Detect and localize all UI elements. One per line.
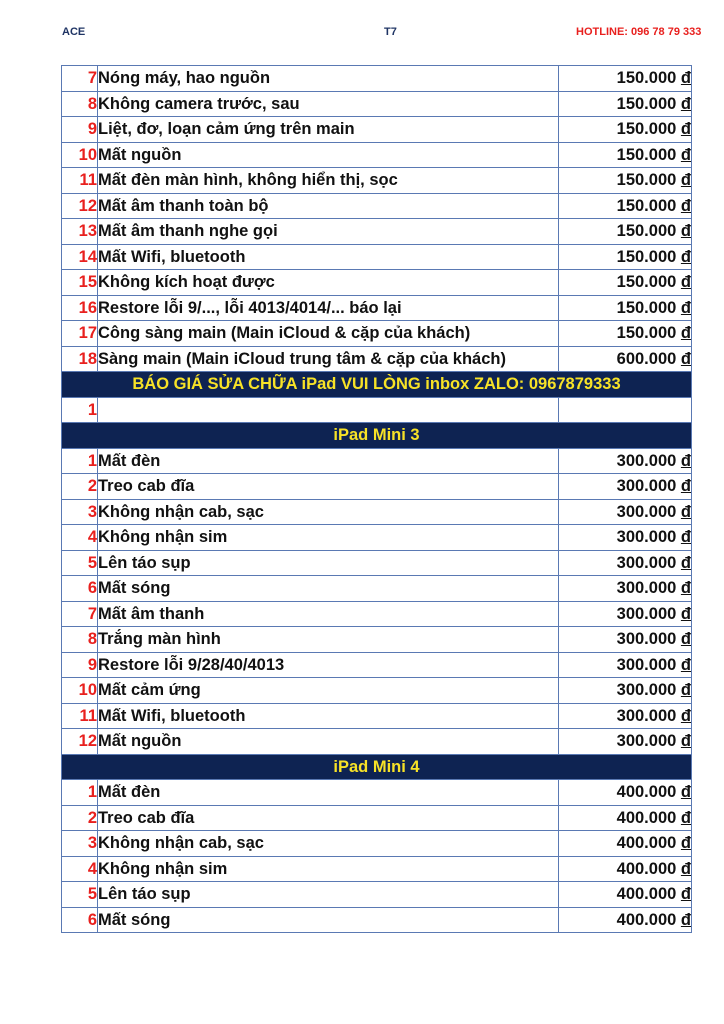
price-cell [559,780,692,806]
row-number: 2 [62,805,98,831]
row-number: 11 [62,168,98,194]
row-number: 9 [62,117,98,143]
price-cell [559,321,692,347]
currency-symbol: đ [680,196,691,215]
service-description: Mất Wifi, bluetooth [98,703,559,729]
price-cell [559,270,692,296]
table-row [62,168,692,194]
price-amount: 300.000 [616,579,677,598]
currency-symbol: đ [680,732,691,751]
row-number: 6 [62,907,98,933]
table-row [62,703,692,729]
price-cell [559,397,692,423]
table-row [62,91,692,117]
price-amount: 150.000 [616,69,677,88]
row-number: 8 [62,627,98,653]
price-amount: 400.000 [616,910,677,929]
currency-symbol: đ [680,910,691,929]
service-description: Mất sóng [98,907,559,933]
price-amount: 150.000 [616,273,677,292]
price-cell [559,244,692,270]
table-row [62,321,692,347]
price-amount: 150.000 [616,196,677,215]
row-number: 4 [62,525,98,551]
service-description: Không nhận sim [98,525,559,551]
table-row [62,66,692,92]
row-number: 18 [62,346,98,372]
service-description: Mất cảm ứng [98,678,559,704]
price-amount: 300.000 [616,553,677,572]
table-row [62,780,692,806]
service-description: Trắng màn hình [98,627,559,653]
row-number: 8 [62,91,98,117]
table-row [62,907,692,933]
currency-symbol: đ [680,273,691,292]
row-number: 10 [62,678,98,704]
table-row [62,856,692,882]
row-number: 16 [62,295,98,321]
price-amount: 400.000 [616,885,677,904]
price-amount: 300.000 [616,655,677,674]
table-row [62,117,692,143]
table-row [62,219,692,245]
service-description: Không nhận cab, sạc [98,831,559,857]
price-amount: 150.000 [616,171,677,190]
table-row [62,627,692,653]
section-title: BÁO GIÁ SỬA CHỮA iPad VUI LÒNG inbox ZALO: 0967879333 [62,372,692,398]
price-amount: 400.000 [616,859,677,878]
price-cell [559,907,692,933]
row-number: 1 [62,780,98,806]
price-amount: 400.000 [616,808,677,827]
price-cell [559,805,692,831]
price-amount: 600.000 [616,349,677,368]
row-number: 10 [62,142,98,168]
table-row [62,652,692,678]
price-cell [559,117,692,143]
row-number: 6 [62,576,98,602]
price-cell [559,193,692,219]
price-cell [559,678,692,704]
currency-symbol: đ [680,69,691,88]
currency-symbol: đ [680,247,691,266]
currency-symbol: đ [680,681,691,700]
price-table [61,65,692,933]
header-page-label: T7 [384,26,397,38]
service-description: Mất âm thanh nghe gọi [98,219,559,245]
currency-symbol: đ [680,579,691,598]
service-description: Không kích hoạt được [98,270,559,296]
hotline-label: HOTLINE: 096 78 79 333 [576,26,702,38]
price-cell [559,652,692,678]
currency-symbol: đ [680,94,691,113]
price-amount: 300.000 [616,706,677,725]
table-row [62,550,692,576]
currency-symbol: đ [680,808,691,827]
service-description: Không nhận cab, sạc [98,499,559,525]
service-description: Không camera trước, sau [98,91,559,117]
price-cell [559,66,692,92]
row-number: 1 [62,448,98,474]
service-description: Lên táo sụp [98,550,559,576]
row-number: 5 [62,550,98,576]
service-description: Mất Wifi, bluetooth [98,244,559,270]
price-amount: 150.000 [616,120,677,139]
price-amount: 300.000 [616,630,677,649]
service-description [98,397,559,423]
table-row [62,576,692,602]
price-cell [559,703,692,729]
price-cell [559,882,692,908]
price-amount: 150.000 [616,298,677,317]
currency-symbol: đ [680,630,691,649]
section-header [62,754,692,780]
price-amount: 150.000 [616,247,677,266]
header-left-label: ACE [62,26,86,38]
price-amount: 300.000 [616,681,677,700]
price-cell [559,831,692,857]
price-cell [559,601,692,627]
currency-symbol: đ [680,859,691,878]
price-cell [559,168,692,194]
row-number: 4 [62,856,98,882]
table-row [62,397,692,423]
table-row [62,678,692,704]
service-description: Mất nguồn [98,142,559,168]
currency-symbol: đ [680,120,691,139]
currency-symbol: đ [680,706,691,725]
currency-symbol: đ [680,324,691,343]
section-header [62,423,692,449]
price-cell [559,474,692,500]
service-description: Mất đèn màn hình, không hiển thị, sọc [98,168,559,194]
row-number: 11 [62,703,98,729]
currency-symbol: đ [680,502,691,521]
table-row [62,270,692,296]
price-amount: 300.000 [616,502,677,521]
row-number: 3 [62,831,98,857]
price-amount: 300.000 [616,604,677,623]
currency-symbol: đ [680,298,691,317]
service-description: Sàng main (Main iCloud trung tâm & cặp của khách) [98,346,559,372]
table-row [62,601,692,627]
price-cell [559,499,692,525]
service-description: Treo cab đĩa [98,805,559,831]
price-cell [559,448,692,474]
service-description: Nóng máy, hao nguồn [98,66,559,92]
price-amount: 400.000 [616,783,677,802]
row-number: 15 [62,270,98,296]
row-number: 1 [62,397,98,423]
table-row [62,805,692,831]
price-cell [559,729,692,755]
currency-symbol: đ [680,655,691,674]
table-row [62,831,692,857]
table-row [62,525,692,551]
row-number: 2 [62,474,98,500]
price-cell [559,525,692,551]
table-row [62,244,692,270]
table-row [62,346,692,372]
service-description: Liệt, đơ, loạn cảm ứng trên main [98,117,559,143]
price-cell [559,856,692,882]
price-cell [559,295,692,321]
service-description: Mất đèn [98,780,559,806]
currency-symbol: đ [680,604,691,623]
currency-symbol: đ [680,528,691,547]
row-number: 5 [62,882,98,908]
price-cell [559,627,692,653]
table-row [62,729,692,755]
currency-symbol: đ [680,349,691,368]
service-description: Lên táo sụp [98,882,559,908]
table-row [62,882,692,908]
table-row [62,142,692,168]
currency-symbol: đ [680,222,691,241]
price-cell [559,91,692,117]
row-number: 12 [62,729,98,755]
price-cell [559,142,692,168]
currency-symbol: đ [680,145,691,164]
price-amount: 300.000 [616,477,677,496]
row-number: 3 [62,499,98,525]
currency-symbol: đ [680,171,691,190]
table-row [62,474,692,500]
price-amount: 150.000 [616,324,677,343]
table-row [62,193,692,219]
service-description: Mất âm thanh [98,601,559,627]
table-row [62,295,692,321]
service-description: Mất sóng [98,576,559,602]
price-amount: 150.000 [616,145,677,164]
table-row [62,448,692,474]
table-row [62,499,692,525]
row-number: 7 [62,601,98,627]
price-amount: 300.000 [616,732,677,751]
currency-symbol: đ [680,885,691,904]
price-amount: 400.000 [616,834,677,853]
section-title: iPad Mini 4 [62,754,692,780]
service-description: Không nhận sim [98,856,559,882]
row-number: 13 [62,219,98,245]
service-description: Restore lỗi 9/28/40/4013 [98,652,559,678]
section-title: iPad Mini 3 [62,423,692,449]
currency-symbol: đ [680,553,691,572]
currency-symbol: đ [680,451,691,470]
price-cell [559,550,692,576]
service-description: Mất đèn [98,448,559,474]
price-cell [559,219,692,245]
service-description: Mất âm thanh toàn bộ [98,193,559,219]
price-table-body [62,66,692,933]
service-description: Mất nguồn [98,729,559,755]
price-amount: 150.000 [616,222,677,241]
currency-symbol: đ [680,834,691,853]
currency-symbol: đ [680,477,691,496]
price-cell [559,576,692,602]
row-number: 7 [62,66,98,92]
service-description: Công sàng main (Main iCloud & cặp của khách) [98,321,559,347]
service-description: Restore lỗi 9/..., lỗi 4013/4014/... báo lại [98,295,559,321]
service-description: Treo cab đĩa [98,474,559,500]
price-amount: 300.000 [616,528,677,547]
row-number: 9 [62,652,98,678]
row-number: 12 [62,193,98,219]
price-amount: 150.000 [616,94,677,113]
currency-symbol: đ [680,783,691,802]
row-number: 14 [62,244,98,270]
page-header [0,24,724,40]
section-header [62,372,692,398]
price-cell [559,346,692,372]
price-amount: 300.000 [616,451,677,470]
row-number: 17 [62,321,98,347]
